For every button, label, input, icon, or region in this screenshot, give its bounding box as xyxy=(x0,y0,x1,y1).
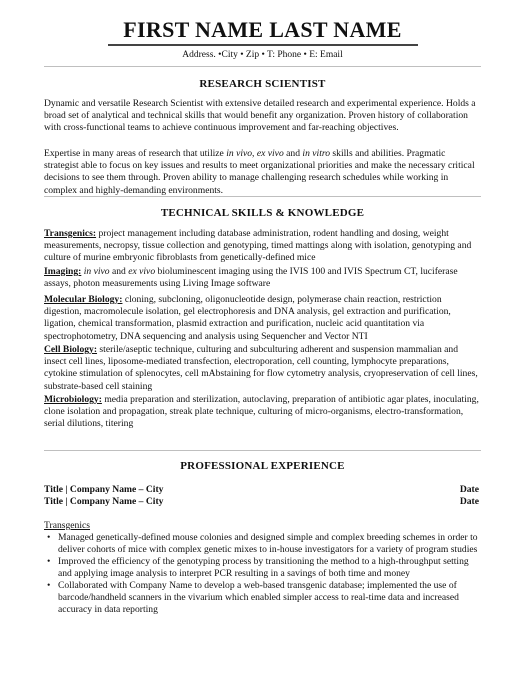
experience-group-heading: Transgenics xyxy=(44,520,91,531)
summary-text: skills and abilities. Pragmatic strategist able to focus on key issues and results to meet organizational priorities and make the necessary critical decisions to see them through. Proven ability to manage challenging research schedules while working in complex and highly-demanding environments. xyxy=(44,148,475,196)
summary-italic: in vivo xyxy=(226,148,253,159)
summary-title: RESEARCH SCIENTIST xyxy=(199,78,326,90)
skill-transgenics xyxy=(44,228,481,265)
job-row xyxy=(44,484,481,496)
skill-label: Transgenics: xyxy=(44,228,97,239)
skill-imaging xyxy=(44,266,481,290)
achievement-item xyxy=(44,556,484,580)
skill-label: Microbiology: xyxy=(44,394,102,405)
contact-line: Address. •City • Zip • T: Phone • E: Email xyxy=(182,50,343,60)
skill-italic: in vivo xyxy=(81,266,110,277)
achievement-item xyxy=(44,580,484,616)
skill-description: project management including database administration, rodent handling and dosing, weight measurements, necropsy, tissue collection and genotyping, timed mattings along with isolation, genotyping and culture of murine embryonic fibroblasts from genetically-defined mice xyxy=(44,228,472,264)
skill-description: sterile/aseptic technique, culturing and subculturing adherent and suspension mammalian and insect cell lines, liposome-mediated transfection, electroporation, cell counting, lymphocyte preparations, cytokine stimulation of splenocytes, cell mAbstaining for flow cytometry analysis, cryopreservation of cell lines, substrate-based cell staining xyxy=(44,344,478,392)
bullet-icon: • xyxy=(47,532,51,543)
job-date: Date xyxy=(459,484,479,495)
skill-label: Molecular Biology: xyxy=(44,294,123,305)
job-title-company: Title | Company Name – City xyxy=(44,484,164,495)
candidate-name: FIRST NAME LAST NAME xyxy=(123,17,402,42)
skill-italic: ex vivo xyxy=(128,266,156,277)
summary-text: , xyxy=(252,148,257,159)
skill-label: Imaging: xyxy=(44,266,82,277)
summary-paragraph-2 xyxy=(44,148,481,197)
divider xyxy=(44,450,481,451)
achievement-list xyxy=(44,532,484,616)
experience-title: PROFESSIONAL EXPERIENCE xyxy=(180,460,345,472)
achievement-text: Improved the efficiency of the genotyping process by transitioning the method to a high-throughput setting and applying image analysis to interpret PCR resulting in a savings of both time and money xyxy=(58,556,469,579)
skills-title: TECHNICAL SKILLS & KNOWLEDGE xyxy=(160,207,365,219)
job-title-company: Title | Company Name – City xyxy=(44,496,164,507)
skill-description: bioluminescent imaging using the IVIS 100 and IVIS Spectrum CT, luciferase assays, photon measurements using Living Image software xyxy=(44,266,458,290)
skill-description: media preparation and sterilization, autoclaving, preparation of antibiotic agar plates, inoculating, clone isolation and propagation, streak plate technique, culturing of micro-organisms, electro-transformation, serial dilutions, titering xyxy=(44,394,479,430)
skill-text: and xyxy=(109,266,129,277)
skill-description: cloning, subcloning, oligonucleotide design, polymerase chain reaction, restriction digestion, macromolecule isolation, gel electrophoresis and DNA analysis, gel extraction and purification, ligation, chemical transformation, plasmid extraction and purification, nucleic acid quantitation via spectrophotometry, DNA sequencing and analysis using Sequencher and Vector NTI xyxy=(44,294,451,342)
skill-label: Cell Biology: xyxy=(44,344,98,355)
bullet-icon: • xyxy=(47,580,51,591)
name-underline xyxy=(108,44,418,46)
summary-paragraph-1: Dynamic and versatile Research Scientist with extensive detailed research and experimental experience. Holds a broad set of analytical and technical skills that would benefit any organization. Proven history of collaboration with cross-functional teams to achieve continuous improvement and far-reaching objectives. xyxy=(44,98,476,134)
divider xyxy=(44,66,481,67)
achievement-text: Managed genetically-defined mouse colonies and designed simple and complex breeding schemes in order to deliver cohorts of mice with complex genetic mixes to in-house investigators for a variety of program studies xyxy=(58,532,478,555)
skill-molecular-biology xyxy=(44,294,481,343)
achievement-item xyxy=(44,532,484,556)
bullet-icon: • xyxy=(47,556,51,567)
achievement-text: Collaborated with Company Name to develop a web-based transgenic database; implemented the use of barcode/handheld scanners in the vivarium which enabled simpler access to real-time data and increased accuracy in data reporting xyxy=(58,580,459,615)
summary-text: Expertise in many areas of research that utilize xyxy=(44,148,227,159)
skill-cell-biology xyxy=(44,344,481,393)
divider xyxy=(44,196,481,197)
job-row xyxy=(44,496,481,508)
summary-italic: ex vivo xyxy=(256,148,284,159)
job-date: Date xyxy=(459,496,479,507)
summary-text: and xyxy=(283,148,303,159)
summary-italic: in vitro xyxy=(302,148,331,159)
skill-microbiology xyxy=(44,394,481,431)
